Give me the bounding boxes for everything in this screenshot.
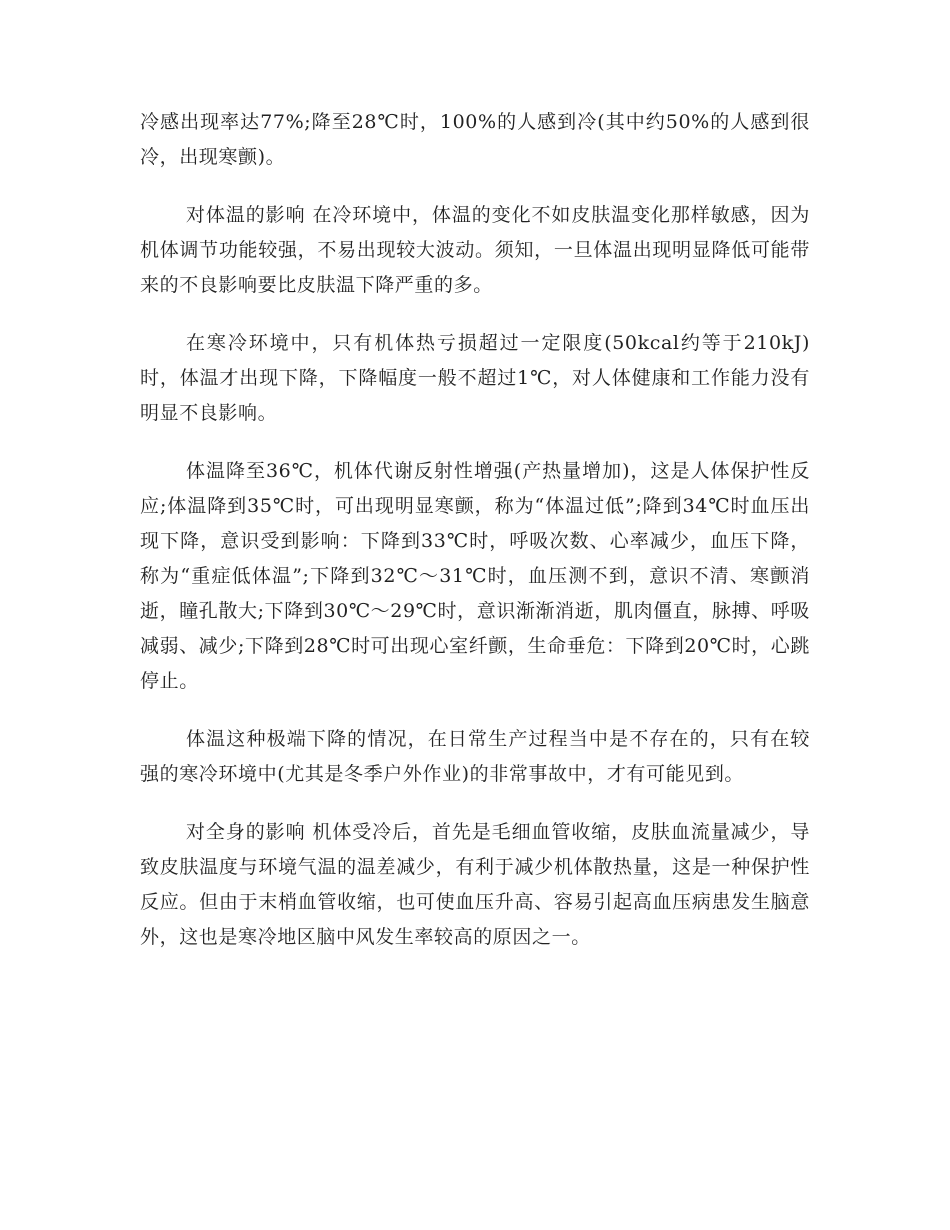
document-body bbox=[140, 105, 810, 978]
paragraph-extreme-drop: 体温这种极端下降的情况，在日常生产过程当中是不存在的，只有在较强的寒冷环境中(尤其是冬季户外作业)的非常事故中，才有可能见到。 bbox=[140, 728, 810, 785]
paragraph-whole-body-effect: 对全身的影响 机体受冷后，首先是毛细血管收缩，皮肤血流量减少，导致皮肤温度与环境气温的温差减少，有利于减少机体散热量，这是一种保护性反应。但由于末梢血管收缩，也可使血压升高、容易引起高血压病患发生脑意外，这也是寒冷地区脑中风发生率较高的原因之一。 bbox=[140, 821, 810, 948]
paragraph-heat-loss-limit: 在寒冷环境中，只有机体热亏损超过一定限度(50kcal约等于210kJ)时，体温才出现下降，下降幅度一般不超过1℃，对人体健康和工作能力没有明显不良影响。 bbox=[140, 332, 810, 424]
paragraph-continuation: 冷感出现率达77%;降至28℃时，100%的人感到冷(其中约50%的人感到很冷，出现寒颤)。 bbox=[140, 111, 810, 168]
paragraph-body-temperature-effect: 对体温的影响 在冷环境中，体温的变化不如皮肤温变化那样敏感，因为机体调节功能较强，不易出现较大波动。须知，一旦体温出现明显降低可能带来的不良影响要比皮肤温下降严重的多。 bbox=[140, 204, 810, 296]
paragraph-temperature-stages: 体温降至36℃，机体代谢反射性增强(产热量增加)，这是人体保护性反应;体温降到35℃时，可出现明显寒颤，称为“体温过低”;降到34℃时血压出现下降，意识受到影响：下降到33℃时，呼吸次数、心率减少，血压下降，称为“重症低体温”;下降到32℃～31℃时，血压测不到，意识不清、寒颤消逝，瞳孔散大;下降到30℃～29℃时，意识渐渐消逝，肌肉僵直，脉搏、呼吸减弱、减少;下降到28℃时可出现心室纤颤，生命垂危：下降到20℃时，心跳停止。 bbox=[140, 460, 810, 692]
